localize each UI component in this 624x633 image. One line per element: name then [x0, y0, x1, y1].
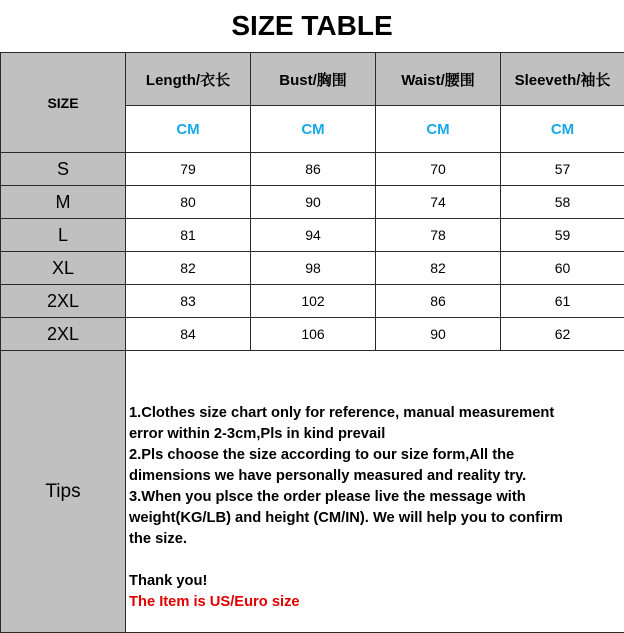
waist-value: 74 [376, 186, 501, 219]
size-cell: S [1, 153, 126, 186]
bust-value: 102 [251, 285, 376, 318]
size-note: The Item is US/Euro size [129, 592, 624, 613]
bust-value: 90 [251, 186, 376, 219]
size-cell: M [1, 186, 126, 219]
bust-value: 98 [251, 252, 376, 285]
waist-value: 78 [376, 219, 501, 252]
tips-line: dimensions we have personally measured and reality try. [129, 466, 624, 487]
bust-value: 86 [251, 153, 376, 186]
unit-label: CM [251, 106, 376, 153]
size-header-cell: SIZE [1, 53, 126, 153]
tips-line: 2.Pls choose the size according to our size form,All the [129, 445, 624, 466]
waist-value: 82 [376, 252, 501, 285]
waist-value: 70 [376, 153, 501, 186]
table-row [1, 153, 624, 186]
column-header-bust: Bust/胸围 [251, 53, 376, 106]
tips-line: error within 2-3cm,Pls in kind prevail [129, 424, 624, 445]
tips-line: the size. [129, 529, 624, 550]
size-table [0, 52, 624, 633]
header-row [1, 53, 624, 106]
waist-value: 90 [376, 318, 501, 351]
length-value: 79 [126, 153, 251, 186]
size-cell: 2XL [1, 318, 126, 351]
table-row [1, 285, 624, 318]
length-value: 80 [126, 186, 251, 219]
sleeve-value: 59 [501, 219, 624, 252]
column-header-length: Length/衣长 [126, 53, 251, 106]
unit-label: CM [376, 106, 501, 153]
size-cell: XL [1, 252, 126, 285]
length-value: 84 [126, 318, 251, 351]
size-cell: L [1, 219, 126, 252]
sleeve-value: 57 [501, 153, 624, 186]
tips-row [1, 351, 624, 633]
unit-label: CM [501, 106, 624, 153]
tips-line: weight(KG/LB) and height (CM/IN). We will help you to confirm [129, 508, 624, 529]
tips-line: 3.When you plsce the order please live the message with [129, 487, 624, 508]
tips-label: Tips [1, 351, 126, 633]
sleeve-value: 60 [501, 252, 624, 285]
length-value: 81 [126, 219, 251, 252]
column-header-sleeve: Sleeveth/袖长 [501, 53, 624, 106]
length-value: 82 [126, 252, 251, 285]
sleeve-value: 61 [501, 285, 624, 318]
column-header-waist: Waist/腰围 [376, 53, 501, 106]
length-value: 83 [126, 285, 251, 318]
page-title: SIZE TABLE [0, 0, 624, 52]
sleeve-value: 58 [501, 186, 624, 219]
tips-line: 1.Clothes size chart only for reference, manual measurement [129, 403, 624, 424]
size-cell: 2XL [1, 285, 126, 318]
thanks-text: Thank you! [129, 571, 624, 592]
bust-value: 94 [251, 219, 376, 252]
spacer [129, 550, 624, 571]
tips-text [126, 351, 624, 633]
unit-label: CM [126, 106, 251, 153]
bust-value: 106 [251, 318, 376, 351]
sleeve-value: 62 [501, 318, 624, 351]
table-row [1, 186, 624, 219]
table-row [1, 318, 624, 351]
table-row [1, 219, 624, 252]
table-row [1, 252, 624, 285]
waist-value: 86 [376, 285, 501, 318]
